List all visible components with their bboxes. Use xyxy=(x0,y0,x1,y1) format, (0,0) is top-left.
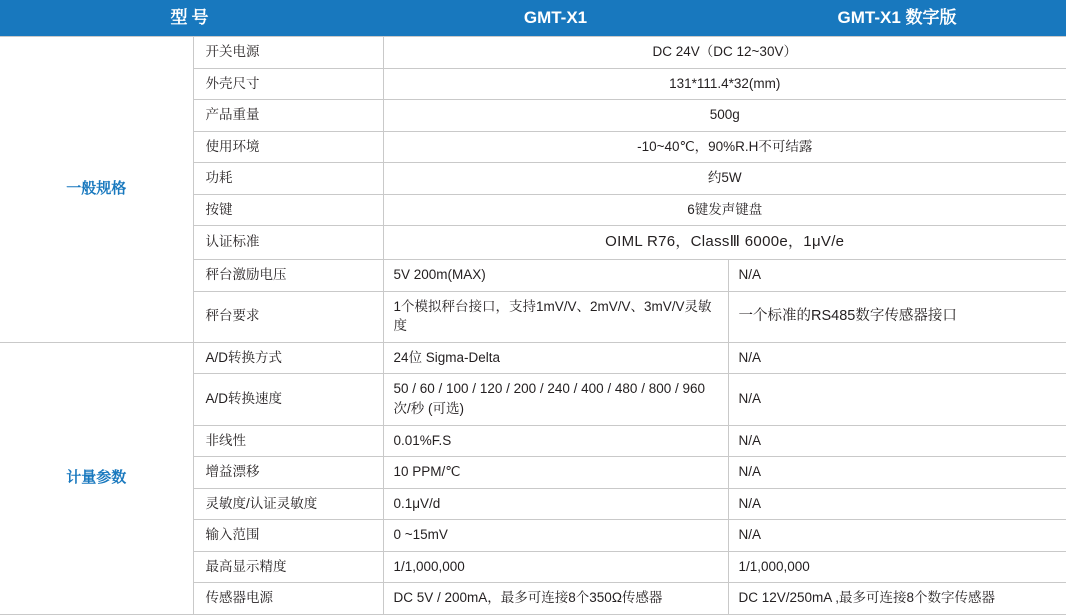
table-row xyxy=(0,37,1066,69)
spec-item-label: 灵敏度/认证灵敏度 xyxy=(193,488,383,520)
spec-value-merged: 约5W xyxy=(383,163,1066,195)
spec-item-label: 使用环境 xyxy=(193,131,383,163)
spec-value-digital: 1/1,000,000 xyxy=(728,551,1066,583)
spec-value-analog: 1个模拟秤台接口，支持1mV/V、2mV/V、3mV/V灵敏度 xyxy=(383,291,728,342)
spec-value-analog: DC 5V / 200mA，最多可连接8个350Ω传感器 xyxy=(383,583,728,615)
spec-value-merged: 131*111.4*32(mm) xyxy=(383,68,1066,100)
spec-item-label: 开关电源 xyxy=(193,37,383,69)
spec-value-merged: -10~40℃，90%R.H不可结露 xyxy=(383,131,1066,163)
spec-item-label: 输入范围 xyxy=(193,520,383,552)
spec-value-analog: 0.1μV/d xyxy=(383,488,728,520)
header-row xyxy=(0,0,1066,37)
spec-value-digital: N/A xyxy=(728,374,1066,425)
spec-item-label: 产品重量 xyxy=(193,100,383,132)
spec-item-label: A/D转换速度 xyxy=(193,374,383,425)
spec-value-digital: N/A xyxy=(728,425,1066,457)
spec-value-merged: 500g xyxy=(383,100,1066,132)
spec-item-label: 传感器电源 xyxy=(193,583,383,615)
spec-value-analog: 0.01%F.S xyxy=(383,425,728,457)
spec-value-merged: DC 24V（DC 12~30V） xyxy=(383,37,1066,69)
table-body xyxy=(0,37,1066,615)
spec-value-analog: 10 PPM/℃ xyxy=(383,457,728,489)
spec-value-digital: N/A xyxy=(728,260,1066,292)
spec-value-digital: 一个标准的RS485数字传感器接口 xyxy=(728,291,1066,342)
spec-value-analog: 1/1,000,000 xyxy=(383,551,728,583)
group-label-metrology: 计量参数 xyxy=(0,342,193,614)
spec-item-label: 非线性 xyxy=(193,425,383,457)
spec-value-digital: N/A xyxy=(728,342,1066,374)
spec-value-analog: 24位 Sigma-Delta xyxy=(383,342,728,374)
table-header xyxy=(0,0,1066,37)
spec-value-analog: 0 ~15mV xyxy=(383,520,728,552)
spec-value-digital: DC 12V/250mA ,最多可连接8个数字传感器 xyxy=(728,583,1066,615)
spec-value-analog: 50 / 60 / 100 / 120 / 200 / 240 / 400 / 480 / 800 / 960次/秒 (可选) xyxy=(383,374,728,425)
spec-value-digital: N/A xyxy=(728,488,1066,520)
spec-item-label: 秤台激励电压 xyxy=(193,260,383,292)
group-label-general: 一般规格 xyxy=(0,37,193,343)
spec-item-label: 功耗 xyxy=(193,163,383,195)
spec-value-analog: 5V 200m(MAX) xyxy=(383,260,728,292)
header-model: 型号 xyxy=(0,0,383,37)
spec-item-label: 认证标准 xyxy=(193,226,383,260)
spec-item-label: A/D转换方式 xyxy=(193,342,383,374)
spec-value-merged: OIML R76，ClassⅢ 6000e，1μV/e xyxy=(383,226,1066,260)
header-col-gmt-x1-digital: GMT-X1 数字版 xyxy=(728,0,1066,37)
spec-item-label: 最高显示精度 xyxy=(193,551,383,583)
header-col-gmt-x1: GMT-X1 xyxy=(383,0,728,37)
spec-value-digital: N/A xyxy=(728,520,1066,552)
spec-value-merged: 6键发声键盘 xyxy=(383,194,1066,226)
spec-item-label: 秤台要求 xyxy=(193,291,383,342)
spec-item-label: 按键 xyxy=(193,194,383,226)
spec-item-label: 增益漂移 xyxy=(193,457,383,489)
table-row xyxy=(0,342,1066,374)
spec-value-digital: N/A xyxy=(728,457,1066,489)
spec-item-label: 外壳尺寸 xyxy=(193,68,383,100)
